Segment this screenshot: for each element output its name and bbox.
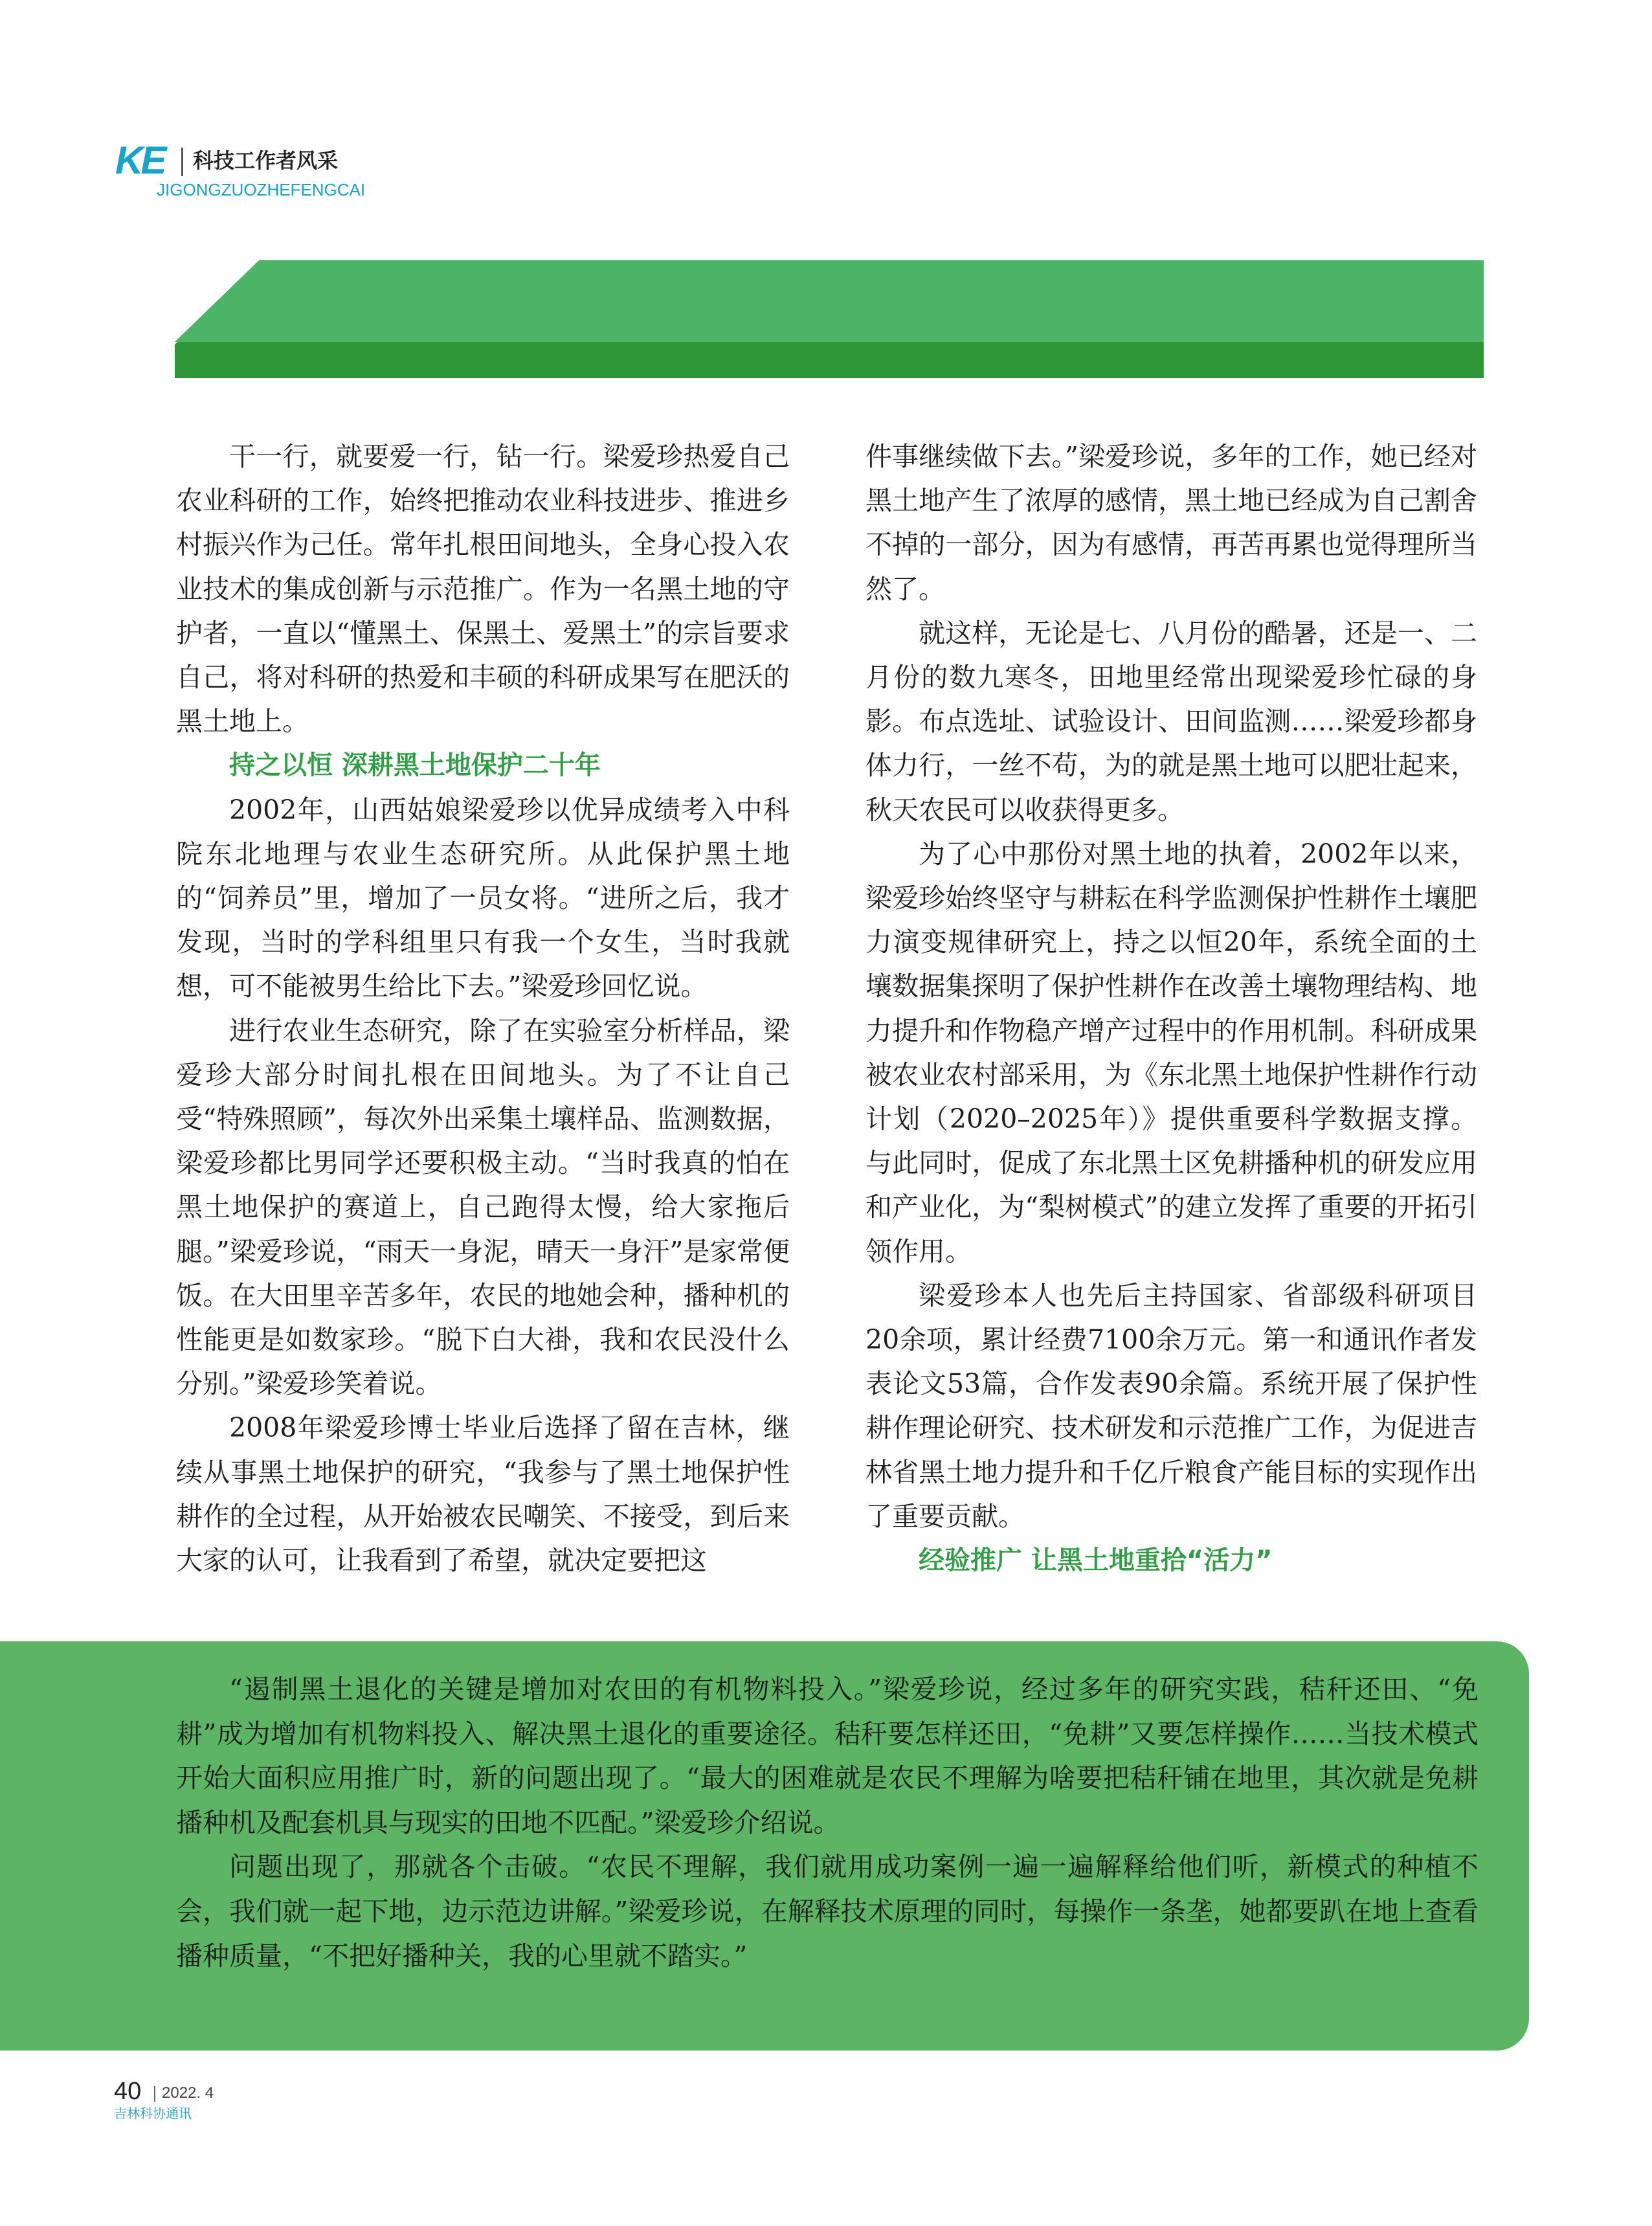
paragraph: 就这样，无论是七、八月份的酷暑，还是一、二月份的数九寒冬，田地里经常出现梁爱珍忙碌的身影。布点选址、试验设计、田间监测……梁爱珍都身体力行，一丝不苟，为的就是黑土地可以肥壮起来，秋天农民可以收获得更多。 xyxy=(865,617,1477,826)
paragraph: 梁爱珍本人也先后主持国家、省部级科研项目20余项，累计经费7100余万元。第一和通讯作者发表论文53篇，合作发表90余篇。系统开展了保护性耕作理论研究、技术研发和示范推广工作，为促进吉林省黑土地力提升和千亿斤粮食产能目标的实现作出了重要贡献。 xyxy=(865,1279,1477,1532)
magazine-logo: KE xyxy=(115,139,164,182)
paragraph-continued: 件事继续做下去。”梁爱珍说，多年的工作，她已经对黑土地产生了浓厚的感情，黑土地已经成为自己割舍不掉的一部分，因为有感情，再苦再累也觉得理所当然了。 xyxy=(865,441,1477,605)
left-text-column xyxy=(176,434,790,1582)
decorative-green-banner xyxy=(175,260,1484,378)
journal-name: 吉林科协通讯 xyxy=(114,2106,192,2121)
paragraph: 进行农业生态研究，除了在实验室分析样品，梁爱珍大部分时间扎根在田间地头。为了不让自己受“特殊照顾”，每次外出采集土壤样品、监测数据，梁爱珍都比男同学还要积极主动。“当时我真的怕在黑土地保护的赛道上，自己跑得太慢，给大家拖后腿。”梁爱珍说，“雨天一身泥，晴天一身汗”是家常便饭。在大田里辛苦多年，农民的地她会种，播种机的性能更是如数家珍。“脱下白大褂，我和农民没什么分别。”梁爱珍笑着说。 xyxy=(176,1015,790,1400)
header-divider xyxy=(181,148,183,176)
section-pinyin: JIGONGZUOZHEFENGCAI xyxy=(157,180,366,199)
subheading: 经验推广 让黑土地重拾“活力” xyxy=(919,1546,1273,1576)
section-name: 科技工作者风采 xyxy=(193,148,339,173)
page-number: 40 xyxy=(114,2078,142,2105)
paragraph: 为了心中那份对黑土地的执着，2002年以来，梁爱珍始终坚守与耕耘在科学监测保护性耕作土壤肥力演变规律研究上，持之以恒20年，系统全面的土壤数据集探明了保护性耕作在改善土壤物理结构、地力提升和作物稳产增产过程中的作用机制。科研成果被农业农村部采用，为《东北黑土地保护性耕作行动计划（2020–2025年）》提供重要科学数据支撑。与此同时，促成了东北黑土区免耕播种机的研发应用和产业化，为“梨树模式”的建立发挥了重要的开拓引领作用。 xyxy=(865,838,1477,1267)
paragraph: “遏制黑土退化的关键是增加对农田的有机物料投入。”梁爱珍说，经过多年的研究实践，秸秆还田、“免耕”成为增加有机物料投入、解决黑土退化的重要途径。秸秆要怎样还田，“免耕”又要怎样操作……当技术模式开始大面积应用推广时，新的问题出现了。“最大的困难就是农民不理解为啥要把秸秆铺在地里，其次就是免耕播种机及配套机具与现实的田地不匹配。”梁爱珍介绍说。 xyxy=(176,1674,1479,1838)
paragraph: 问题出现了，那就各个击破。“农民不理解，我们就用成功案例一遍一遍解释给他们听，新模式的种植不会，我们就一起下地，边示范边讲解。”梁爱珍说，在解释技术原理的同时，每操作一条垄，她都要趴在地上查看播种质量，“不把好播种关，我的心里就不踏实。” xyxy=(176,1851,1479,1972)
footer-divider xyxy=(154,2086,155,2102)
issue-date: 2022. 4 xyxy=(162,2084,214,2102)
paragraph: 干一行，就要爱一行，钻一行。梁爱珍热爱自己农业科研的工作，始终把推动农业科技进步、推进乡村振兴作为己任。常年扎根田间地头，全身心投入农业技术的集成创新与示范推广。作为一名黑土地的守护者，一直以“懂黑土、保黑土、爱黑土”的宗旨要求自己，将对科研的热爱和丰硕的科研成果写在肥沃的黑土地上。 xyxy=(176,441,790,737)
subheading: 持之以恒 深耕黑土地保护二十年 xyxy=(229,750,601,781)
paragraph: 2002年，山西姑娘梁爱珍以优异成绩考入中科院东北地理与农业生态研究所。从此保护黑土地的“饲养员”里，增加了一员女将。“进所之后，我才发现，当时的学科组里只有我一个女生，当时我就想，可不能被男生给比下去。”梁爱珍回忆说。 xyxy=(176,794,790,1002)
paragraph: 2008年梁爱珍博士毕业后选择了留在吉林，继续从事黑土地保护的研究，“我参与了黑土地保护性耕作的全过程，从开始被农民嘲笑、不接受，到后来大家的认可，让我看到了希望，就决定要把这 xyxy=(176,1412,790,1577)
banner-light-stripe xyxy=(175,260,1484,342)
right-text-column xyxy=(865,434,1477,1582)
highlight-box-text xyxy=(176,1667,1479,1978)
